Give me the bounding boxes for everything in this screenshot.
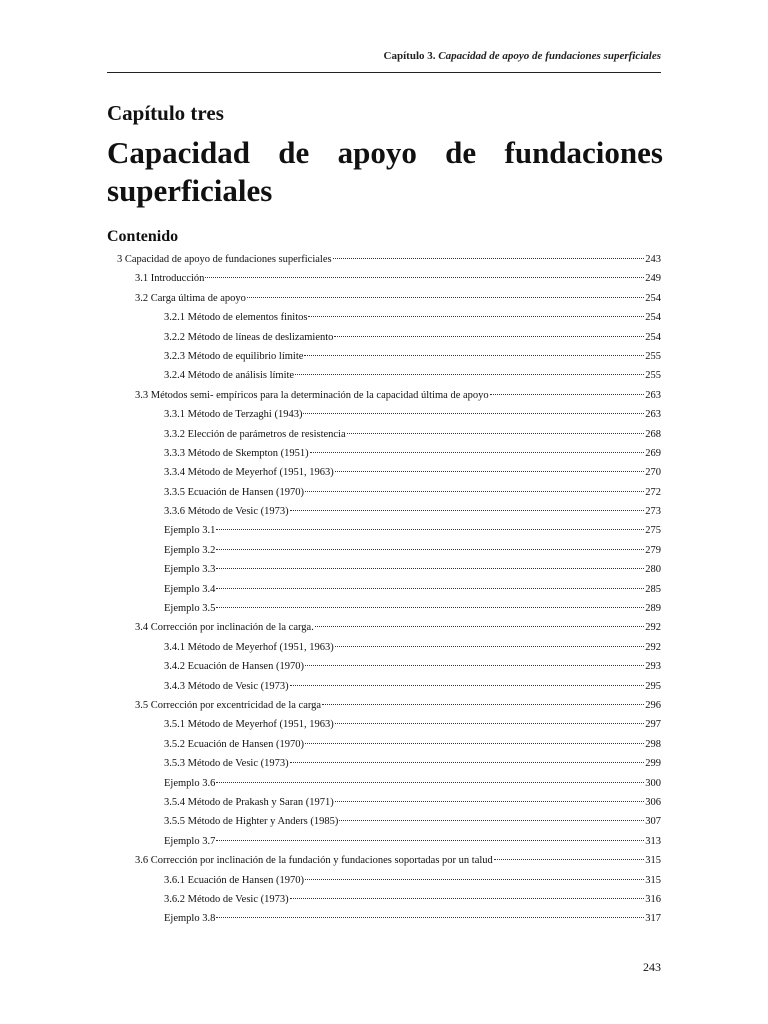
toc-entry[interactable] xyxy=(107,735,661,754)
toc-entry-page: 300 xyxy=(645,777,661,789)
toc-entry-title: Ejemplo 3.1 xyxy=(164,525,216,537)
toc-entry-page: 295 xyxy=(645,680,661,692)
toc-entry[interactable] xyxy=(107,425,661,444)
toc-entry-page: 269 xyxy=(645,447,661,459)
toc-entry-page: 263 xyxy=(645,409,661,421)
toc-entry[interactable] xyxy=(107,890,661,909)
toc-entry[interactable] xyxy=(107,347,661,366)
toc-entry-title: 3.3 Métodos semi- empíricos para la determinación de la capacidad última de apoyo xyxy=(135,389,489,401)
toc-entry-title: Ejemplo 3.6 xyxy=(164,777,216,789)
toc-entry-title: Ejemplo 3.8 xyxy=(164,913,216,925)
toc-dot-leader xyxy=(216,529,644,530)
toc-entry[interactable] xyxy=(107,366,661,385)
toc-entry-title: 3.2.1 Método de elementos finitos xyxy=(164,312,308,324)
toc-entry-page: 268 xyxy=(645,428,661,440)
toc-entry[interactable] xyxy=(107,793,661,812)
toc-entry-title: 3.2.2 Método de líneas de deslizamiento xyxy=(164,331,334,343)
toc-entry[interactable] xyxy=(107,580,661,599)
chapter-title: Capacidad de apoyo de fundaciones superficiales xyxy=(107,135,663,208)
toc-entry[interactable] xyxy=(107,871,661,890)
toc-entry[interactable] xyxy=(107,638,661,657)
toc-dot-leader xyxy=(205,277,644,278)
toc-entry-title: 3.5 Corrección por excentricidad de la carga xyxy=(135,699,322,711)
toc-entry-page: 313 xyxy=(645,835,661,847)
toc-entry[interactable] xyxy=(107,289,661,308)
toc-entry[interactable] xyxy=(107,405,661,424)
toc-dot-leader xyxy=(339,820,644,821)
toc-entry[interactable] xyxy=(107,502,661,521)
toc-entry-title: 3.3.3 Método de Skempton (1951) xyxy=(164,447,309,459)
toc-entry-title: Ejemplo 3.3 xyxy=(164,564,216,576)
toc-entry-title: Ejemplo 3.5 xyxy=(164,603,216,615)
contents-heading: Contenido xyxy=(107,228,179,245)
toc-entry-page: 316 xyxy=(645,893,661,905)
toc-entry[interactable] xyxy=(107,308,661,327)
header-divider xyxy=(107,72,661,73)
toc-dot-leader xyxy=(216,568,644,569)
toc-entry-title: 3.6.1 Ecuación de Hansen (1970) xyxy=(164,874,304,886)
toc-entry[interactable] xyxy=(107,328,661,347)
toc-dot-leader xyxy=(333,258,645,259)
toc-entry[interactable] xyxy=(107,677,661,696)
toc-entry-title: 3.4 Corrección por inclinación de la carga. xyxy=(135,622,314,634)
toc-dot-leader xyxy=(295,374,644,375)
toc-dot-leader xyxy=(347,433,645,434)
toc-entry-title: Ejemplo 3.7 xyxy=(164,835,216,847)
toc-entry[interactable] xyxy=(107,560,661,579)
toc-entry-title: 3.6.2 Método de Vesic (1973) xyxy=(164,893,289,905)
toc-entry[interactable] xyxy=(107,483,661,502)
toc-entry-page: 297 xyxy=(645,719,661,731)
toc-dot-leader xyxy=(308,316,644,317)
running-header-chapter-title: Capacidad de apoyo de fundaciones superficiales xyxy=(438,50,661,62)
toc-entry-page: 275 xyxy=(645,525,661,537)
toc-entry-title: 3.3.5 Ecuación de Hansen (1970) xyxy=(164,486,304,498)
toc-entry-page: 272 xyxy=(645,486,661,498)
toc-entry-page: 289 xyxy=(645,603,661,615)
chapter-label: Capítulo tres xyxy=(107,101,224,125)
toc-entry-page: 255 xyxy=(645,370,661,382)
toc-entry-page: 296 xyxy=(645,699,661,711)
toc-entry[interactable] xyxy=(107,444,661,463)
toc-entry-title: Ejemplo 3.4 xyxy=(164,583,216,595)
toc-dot-leader xyxy=(216,917,644,918)
toc-dot-leader xyxy=(216,782,644,783)
toc-entry-title: 3.5.5 Método de Highter y Anders (1985) xyxy=(164,816,339,828)
toc-entry-page: 263 xyxy=(645,389,661,401)
toc-entry-page: 315 xyxy=(645,874,661,886)
toc-entry-title: 3.3.6 Método de Vesic (1973) xyxy=(164,506,289,518)
toc-entry-title: 3.1 Introducción xyxy=(135,273,205,285)
toc-entry[interactable] xyxy=(107,909,661,928)
toc-dot-leader xyxy=(303,413,644,414)
toc-entry[interactable] xyxy=(107,463,661,482)
toc-entry-page: 285 xyxy=(645,583,661,595)
toc-dot-leader xyxy=(335,471,645,472)
toc-entry[interactable] xyxy=(107,618,661,637)
toc-entry-title: 3.4.3 Método de Vesic (1973) xyxy=(164,680,289,692)
toc-dot-leader xyxy=(335,723,645,724)
toc-entry-title: 3 Capacidad de apoyo de fundaciones superficiales xyxy=(117,254,332,265)
toc-entry[interactable] xyxy=(107,250,661,269)
toc-dot-leader xyxy=(290,762,645,763)
toc-dot-leader xyxy=(290,510,645,511)
toc-entry-page: 255 xyxy=(645,350,661,362)
toc-entry[interactable] xyxy=(107,269,661,288)
toc-entry[interactable] xyxy=(107,541,661,560)
toc-entry-title: 3.4.2 Ecuación de Hansen (1970) xyxy=(164,661,304,673)
toc-entry-title: 3.5.1 Método de Meyerhof (1951, 1963) xyxy=(164,719,334,731)
toc-entry-page: 280 xyxy=(645,564,661,576)
toc-entry-page: 254 xyxy=(645,312,661,324)
toc-dot-leader xyxy=(216,549,644,550)
toc-entry-title: 3.5.4 Método de Prakash y Saran (1971) xyxy=(164,796,334,808)
toc-entry-page: 243 xyxy=(645,254,661,265)
toc-entry-page: 299 xyxy=(645,758,661,770)
toc-entry[interactable] xyxy=(107,657,661,676)
toc-entry-title: 3.4.1 Método de Meyerhof (1951, 1963) xyxy=(164,641,334,653)
toc-dot-leader xyxy=(305,491,644,492)
toc-dot-leader xyxy=(490,394,645,395)
toc-entry-title: 3.5.3 Método de Vesic (1973) xyxy=(164,758,289,770)
toc-entry-page: 317 xyxy=(645,913,661,925)
toc-entry-title: 3.2 Carga última de apoyo xyxy=(135,292,246,304)
toc-entry-title: 3.3.1 Método de Terzaghi (1943) xyxy=(164,409,303,421)
toc-entry-page: 292 xyxy=(645,622,661,634)
toc-entry[interactable] xyxy=(107,696,661,715)
toc-entry-title: 3.2.3 Método de equilibrio límite xyxy=(164,350,304,362)
toc-entry-title: 3.3.4 Método de Meyerhof (1951, 1963) xyxy=(164,467,334,479)
toc-entry-page: 273 xyxy=(645,506,661,518)
toc-entry-page: 292 xyxy=(645,641,661,653)
toc-entry-page: 293 xyxy=(645,661,661,673)
toc-dot-leader xyxy=(310,452,645,453)
toc-entry-page: 306 xyxy=(645,796,661,808)
toc-dot-leader xyxy=(335,801,645,802)
toc-entry[interactable] xyxy=(107,599,661,618)
toc-dot-leader xyxy=(290,898,645,899)
toc-entry[interactable] xyxy=(107,774,661,793)
toc-entry[interactable] xyxy=(107,715,661,734)
toc-entry-title: 3.3.2 Elección de parámetros de resistencia xyxy=(164,428,346,440)
toc-dot-leader xyxy=(216,840,644,841)
toc-entry-page: 254 xyxy=(645,331,661,343)
toc-entry[interactable] xyxy=(107,851,661,870)
toc-dot-leader xyxy=(247,297,644,298)
toc-entry-title: 3.2.4 Método de análisis límite xyxy=(164,370,295,382)
running-header-chapter-number: Capítulo 3. xyxy=(383,50,436,62)
toc-entry[interactable] xyxy=(107,754,661,773)
toc-entry-page: 270 xyxy=(645,467,661,479)
toc-entry[interactable] xyxy=(107,832,661,851)
toc-entry-page: 315 xyxy=(645,855,661,867)
toc-entry[interactable] xyxy=(107,812,661,831)
toc-entry-title: 3.5.2 Ecuación de Hansen (1970) xyxy=(164,738,304,750)
toc-dot-leader xyxy=(305,743,644,744)
toc-entry-page: 279 xyxy=(645,544,661,556)
toc-dot-leader xyxy=(322,704,644,705)
running-header xyxy=(384,50,661,62)
toc-dot-leader xyxy=(494,859,644,860)
toc-entry-title: Ejemplo 3.2 xyxy=(164,544,216,556)
page-number: 243 xyxy=(643,960,661,974)
toc-entry[interactable] xyxy=(107,521,661,540)
toc-dot-leader xyxy=(305,665,644,666)
table-of-contents xyxy=(107,250,661,929)
toc-dot-leader xyxy=(216,607,644,608)
toc-entry-page: 254 xyxy=(645,292,661,304)
toc-entry-title: 3.6 Corrección por inclinación de la fundación y fundaciones soportadas por un talud xyxy=(135,855,493,867)
toc-entry-page: 249 xyxy=(645,273,661,285)
toc-dot-leader xyxy=(304,355,644,356)
toc-dot-leader xyxy=(216,588,644,589)
toc-entry-page: 307 xyxy=(645,816,661,828)
toc-dot-leader xyxy=(334,336,644,337)
toc-entry-page: 298 xyxy=(645,738,661,750)
toc-dot-leader xyxy=(335,646,645,647)
toc-dot-leader xyxy=(315,626,644,627)
toc-dot-leader xyxy=(290,685,645,686)
toc-entry[interactable] xyxy=(107,386,661,405)
toc-dot-leader xyxy=(305,879,644,880)
